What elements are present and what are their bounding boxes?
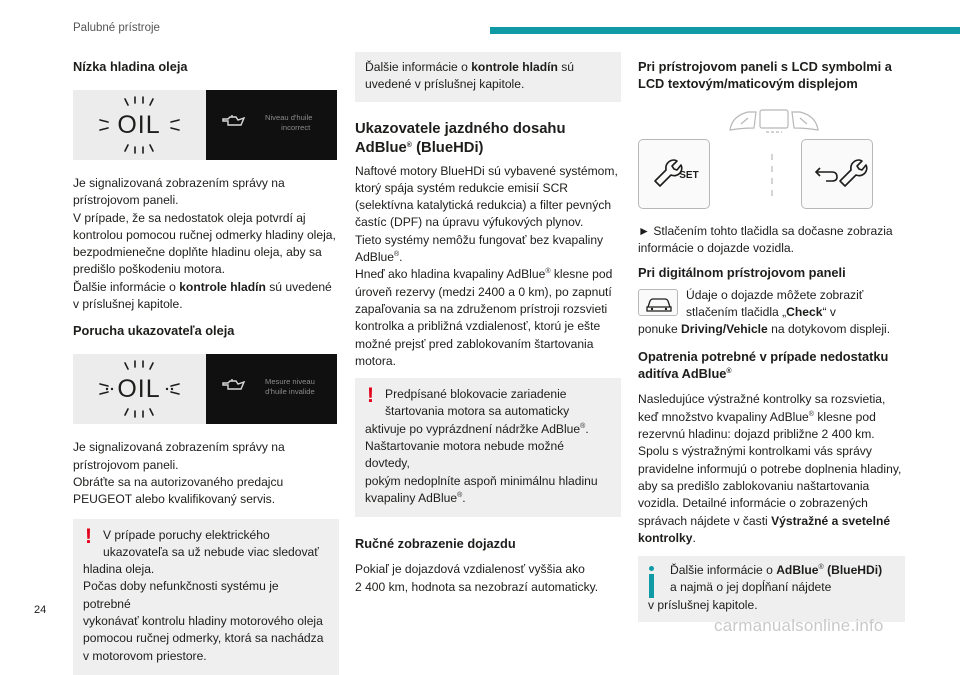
column-2 [355,52,621,596]
cluster-display [206,354,337,424]
column-3 [638,52,905,622]
return-arrow-icon [816,172,837,181]
lcd-panel-title: Pri prístrojovom paneli s LCD symbolmi a LCD textovým/maticovým displejom [638,59,892,91]
set-button[interactable] [638,139,710,209]
svg-text:OIL: OIL [117,375,161,404]
return-wrench-button[interactable] [801,139,873,209]
oil-lamp-text: OIL [117,111,161,139]
digital-panel-body: Údaje o dojazde môžete zobraziť stlačením tlačidla „Check“ v ponuke Driving/Vehicle na dotykovom displeji. [638,287,891,337]
adblue-measures-title: Opatrenia potrebné v prípade nedostatku aditíva AdBlue® [638,349,889,382]
manual-range-body: Pokiaľ je dojazdová vzdialenosť vyššia ako 2 400 km, hodnota sa nezobrazí automaticky. [355,562,599,594]
instrument-panel-diagram [638,102,905,212]
oil-gauge-fault-title: Porucha ukazovateľa oleja [73,323,235,339]
watermark: carmanualsonline.info [714,616,884,635]
low-oil-title: Nízka hladina oleja [73,59,188,74]
low-oil-body: Je signalizovaná zobrazením správy na prístrojovom paneli. V prípade, že sa nedostatok oleja potvrdí aj kontrolou pomocou ručnej odmerky hladiny oleja, bezpodmienečne doplňte hladinu oleja, aby sa predišlo poškodeniu motora. Ďalšie informácie o kontrole hladín sú uvedené v príslušnej kapitole. [73,176,336,312]
cluster-display-message: Mesure niveau d'huile invalide [265,377,315,397]
oil-fault-warning-box: ! V prípade poruchy elektrického ukazovateľa sa už nebude viac sledovať hladina oleja. Počas doby nefunkčnosti systému je potrebné vykonávať kontrolu hladiny motorového oleja pomocou ručnej odmerky, ktorá sa nachádza v motorovom priestore. [73,519,339,675]
divider-marks [765,152,779,200]
header-accent-bar [490,27,960,34]
manual-range-title: Ručné zobrazenie dojazdu [355,536,516,552]
adblue-body: Naftové motory BlueHDi sú vybavené systémom, ktorý spája systém redukcie emisií SCR (selektívna katalytická redukcia) a filter pevných častíc (DPF) na úpravu výfukových plynov. Tieto systémy nemôžu fungovať bez kvapaliny AdBlue®. Hneď ako hladina kvapaliny AdBlue® klesne pod úroveň rezervy (medzi 2400 a 0 km), po zapnutí zapaľovania sa na združenom prístroji rozsvieti kontrolka a približná vzdialenosť, ktorú je ešte možné prejsť pred zablokovaním štartovania motora. [355,163,618,368]
low-oil-illustration [73,90,337,160]
oil-can-icon [220,375,250,395]
info-icon [649,566,654,598]
page-number: 24 [34,604,47,616]
oil-can-icon [220,111,250,131]
vehicle-icon [638,289,678,316]
wrench-icon [840,160,867,186]
column-1 [73,52,339,675]
adblue-measures-body: Nasledujúce výstražné kontrolky sa rozsvietia, keď množstvo kvapaliny AdBlue® klesne pod rezervnú hladinu: dojazd približne 2 400 km. Spolu s výstražnými kontrolkami vás správy pravidelne informujú o potrebe doplnenia hladiny, aby sa predišlo zablokovaniu naštartovania vozidla. Detailné informácie o zobrazených správach nájdete v časti Výstražné a svetelné kontrolky. [638,392,902,545]
oil-warning-lamp-icon [73,90,206,160]
digital-panel-title: Pri digitálnom prístrojovom paneli [638,264,846,280]
oil-fault-illustration [73,354,337,424]
adblue-info-box: Ďalšie informácie o AdBlue® (BlueHDi) a najmä o jej dopĺňaní nájdete v príslušnej kapitole. [638,556,905,622]
svg-text:SET: SET [679,170,699,181]
cluster-display [206,90,337,160]
warning-exclamation-icon: ! [367,384,374,408]
oil-fault-lamp-icon [73,354,206,424]
levels-info-box: Ďalšie informácie o kontrole hladín sú uvedené v príslušnej kapitole. [355,52,621,102]
press-instruction: ► Stlačením tohto tlačidla sa dočasne zobrazia informácie o dojazde vozidla. [638,224,893,256]
instrument-cluster-icon [726,104,822,134]
adblue-range-title: Ukazovatele jazdného dosahu AdBlue® (BlueHDi) [355,120,566,156]
running-head: Palubné prístroje [73,22,160,34]
wrench-icon [655,160,682,186]
adblue-warning-box: ! Predpísané blokovacie zariadenie štartovania motora sa automaticky aktivuje po vyprázdnení nádržke AdBlue®. Naštartovanie motora nebude možné dovtedy, pokým nedoplníte aspoň minimálnu hladinu kvapaliny AdBlue®. [355,378,621,517]
oil-fault-body: Je signalizovaná zobrazením správy na prístrojovom paneli. Obráťte sa na autorizovaného predajcu PEUGEOT alebo kvalifikovaný servis. [73,440,285,507]
cluster-display-message: Niveau d'huile incorrect [265,113,313,132]
warning-exclamation-icon: ! [85,524,92,548]
